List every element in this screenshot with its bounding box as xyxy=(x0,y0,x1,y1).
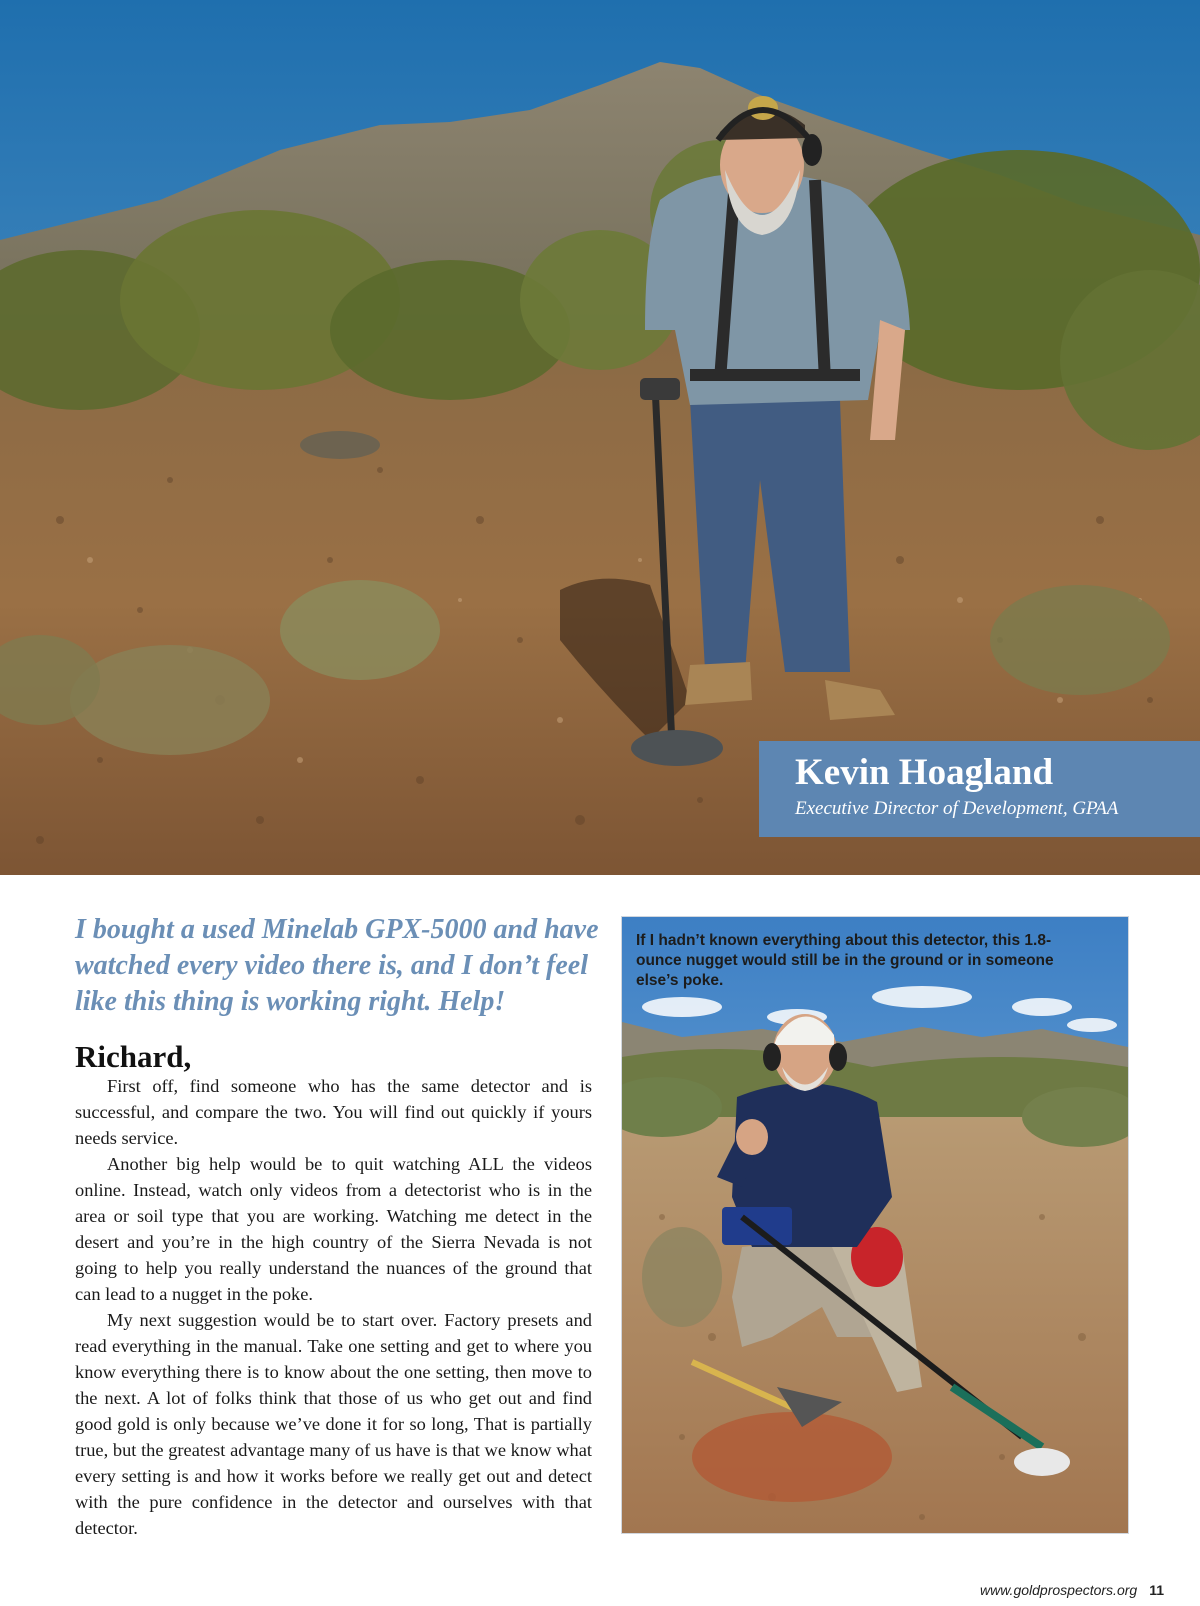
paragraph: First off, find someone who has the same detector and is successful, and compare the two. You will find out quickly if yours needs service. xyxy=(75,1076,592,1148)
paragraph: My next suggestion would be to start over. Factory presets and read everything in the manual. Take one setting and get to where you know everything there is to know about the one setting, then move to the next. A lot of folks think that those of us who get out and find good gold is only because we’ve done it for so long, That is partially true, but the greatest advantage many of us have is that we know what every setting is and how it works before we really get out and detect with the pure confidence in the detector and ourselves with that detector. xyxy=(75,1310,592,1538)
photo-caption-box xyxy=(759,741,1200,837)
inset-caption: If I hadn’t known everything about this detector, this 1.8-ounce nugget would still be in the ground or in someone else’s poke. xyxy=(636,932,1054,989)
page-number: 11 xyxy=(1149,1582,1164,1598)
article-body xyxy=(75,1073,592,1541)
inset-photo xyxy=(622,917,1128,1533)
author-title: Executive Director of Development, GPAA xyxy=(795,798,1119,819)
reader-question: I bought a used Minelab GPX-5000 and have watched every video there is, and I don’t feel like this thing is working right. Help! xyxy=(75,914,599,1017)
paragraph: Another big help would be to quit watching ALL the videos online. Instead, watch only videos from a detectorist who is in the area or soil type that you are working. Watching me detect in the desert and you’re in the high country of the Sierra Nevada is not going to help you really understand the nuances of the ground that can lead to a nugget in the poke. xyxy=(75,1154,592,1304)
kneeling-prospector-photo xyxy=(622,917,1128,1533)
author-name: Kevin Hoagland xyxy=(795,752,1054,793)
page-footer xyxy=(980,1582,1164,1598)
salutation: Richard, xyxy=(75,1039,192,1074)
website-url[interactable]: www.goldprospectors.org xyxy=(980,1582,1138,1598)
